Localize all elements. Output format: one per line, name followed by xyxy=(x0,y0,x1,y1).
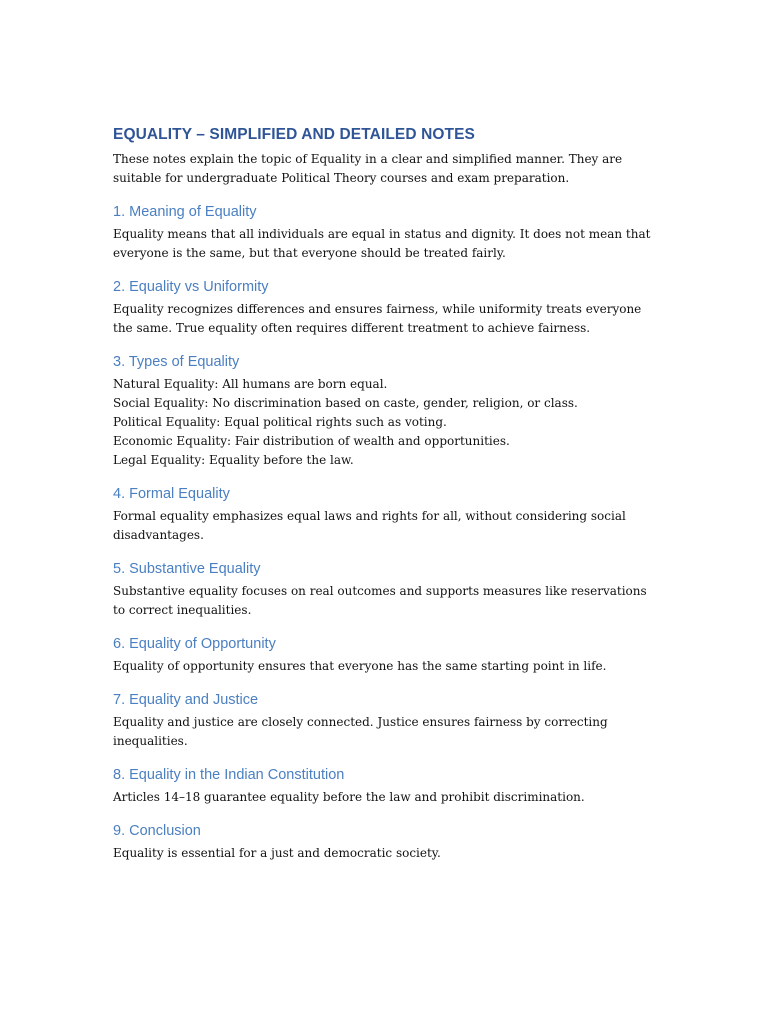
section-constitution xyxy=(113,765,658,807)
section-text: Formal equality emphasizes equal laws and rights for all, without considering social disadvantages. xyxy=(113,509,626,542)
section-text: Equality and justice are closely connected. Justice ensures fairness by correcting inequalities. xyxy=(113,715,608,748)
section-heading: 7. Equality and Justice xyxy=(113,692,259,708)
intro-paragraph: These notes explain the topic of Equality in a clear and simplified manner. They are suitable for undergraduate Political Theory courses and exam preparation. xyxy=(113,152,623,185)
section-justice xyxy=(113,690,658,751)
section-text: Equality means that all individuals are equal in status and dignity. It does not mean that everyone is the same, but that everyone should be treated fairly. xyxy=(113,227,651,260)
section-heading: 5. Substantive Equality xyxy=(113,561,261,577)
section-heading: 2. Equality vs Uniformity xyxy=(113,279,269,295)
document-title: EQUALITY – SIMPLIFIED AND DETAILED NOTES xyxy=(113,126,475,143)
section-uniformity xyxy=(113,277,658,338)
section-opportunity xyxy=(113,634,658,676)
section-text: Articles 14–18 guarantee equality before the law and prohibit discrimination. xyxy=(113,790,585,804)
section-types xyxy=(113,352,658,470)
section-heading: 1. Meaning of Equality xyxy=(113,204,257,220)
section-heading: 8. Equality in the Indian Constitution xyxy=(113,767,345,783)
section-text: Equality recognizes differences and ensures fairness, while uniformity treats everyone the same. True equality often requires different treatment to achieve fairness. xyxy=(113,302,642,335)
section-heading: 3. Types of Equality xyxy=(113,354,240,370)
section-heading: 6. Equality of Opportunity xyxy=(113,636,276,652)
section-heading: 4. Formal Equality xyxy=(113,486,230,502)
list-item: Natural Equality: All humans are born equal. xyxy=(113,377,388,391)
section-text: Equality is essential for a just and democratic society. xyxy=(113,846,441,860)
section-conclusion xyxy=(113,821,658,863)
section-formal xyxy=(113,484,658,545)
section-text: Substantive equality focuses on real outcomes and supports measures like reservations to correct inequalities. xyxy=(113,584,647,617)
section-heading: 9. Conclusion xyxy=(113,823,201,839)
list-item: Social Equality: No discrimination based on caste, gender, religion, or class. xyxy=(113,396,578,410)
types-list xyxy=(113,375,658,470)
section-substantive xyxy=(113,559,658,620)
list-item: Economic Equality: Fair distribution of wealth and opportunities. xyxy=(113,434,510,448)
section-meaning xyxy=(113,202,658,263)
list-item: Political Equality: Equal political rights such as voting. xyxy=(113,415,447,429)
list-item: Legal Equality: Equality before the law. xyxy=(113,453,354,467)
section-text: Equality of opportunity ensures that everyone has the same starting point in life. xyxy=(113,659,607,673)
